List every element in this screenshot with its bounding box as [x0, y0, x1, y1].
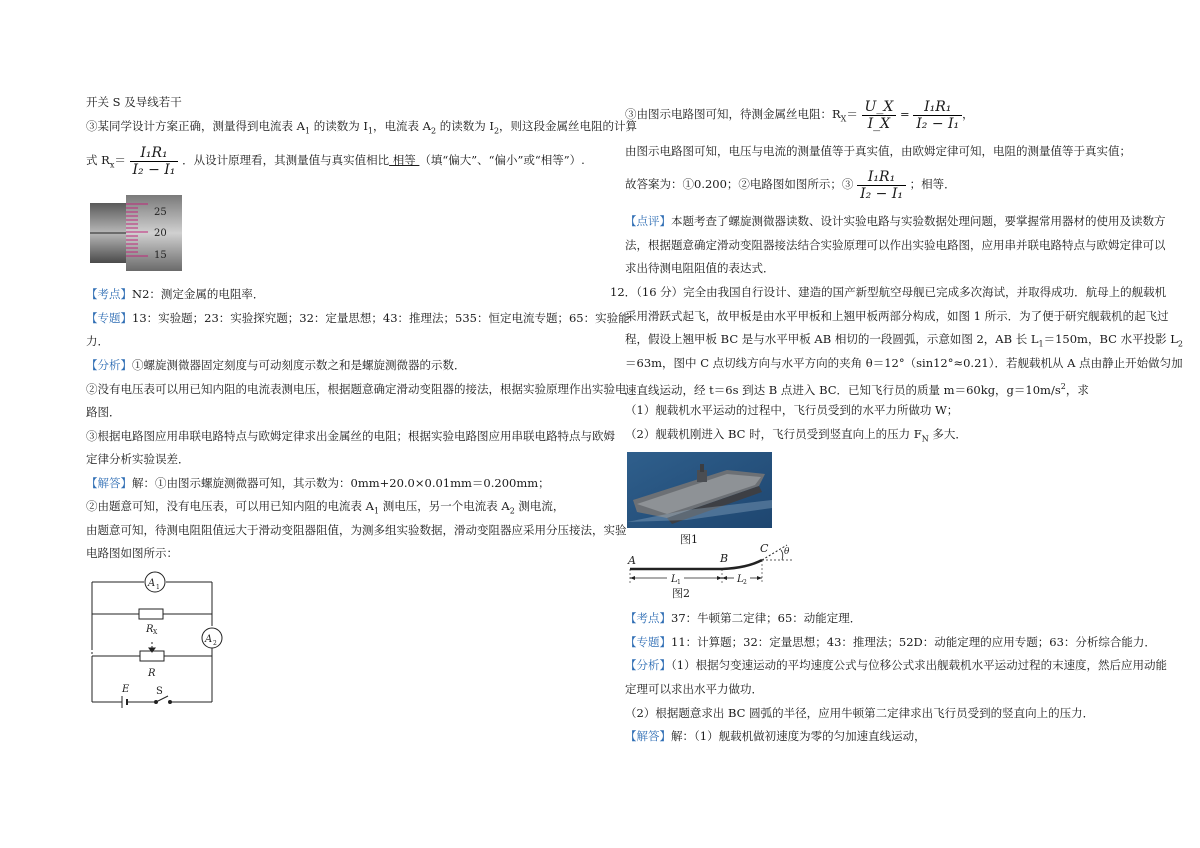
text-line: 速直线运动，经 t＝6s 到达 B 点进入 BC．已知飞行员的质量 m＝60kg，$g=10m/s^2$，求: [625, 382, 1089, 397]
carrier-photo: [627, 452, 772, 528]
resistor-rx-label: R: [146, 624, 154, 635]
text-line: 由图示电路图可知，电压与电流的测量值等于真实值，由欧姆定律可知，电阻的测量值等于真实值；: [625, 144, 1131, 158]
point-b-label: B: [720, 552, 729, 565]
figure-1-caption: 图1: [680, 533, 698, 546]
text-line: 法，根据题意确定滑动变阻器接法结合实验原理可以作出实验电路图，应用串并联电路特点与欧姆定律可以: [625, 238, 1166, 252]
kaodian: 【考点】N2：测定金属的电阻率．: [86, 287, 265, 301]
l1-label: L: [671, 574, 678, 585]
text-line: 力．: [86, 334, 109, 348]
switch-label: S: [156, 686, 163, 697]
subscript: 1: [677, 579, 681, 586]
battery-label: E: [122, 684, 130, 695]
text-line: ②没有电压表可以用已知内阻的电流表测电压，根据题意确定滑动变阻器的接法，根据实验原理作出实验电: [86, 382, 627, 396]
tick-label: 25: [154, 207, 167, 218]
point-a-label: A: [628, 554, 636, 567]
kaodian: 【考点】37：牛顿第二定律；65：动能定理．: [625, 611, 862, 625]
subscript: X: [153, 629, 158, 636]
theta-label: θ: [784, 547, 790, 557]
text-line: ＝63m，图中 C 点切线方向与水平方向的夹角 θ＝12°（sin12°≈0.21）．若舰载机从 A 点由静止开始做匀加: [625, 356, 1183, 370]
zhuanti: 【专题】13：实验题；23：实验探究题；32：定量思想；43：推理法；535：恒定电流专题；65：实验能: [86, 311, 630, 325]
text-line: ③某同学设计方案正确，测量得到电流表 $A_1$ 的读数为 $I_1$，电流表 $A_2$ 的读数为 $I_2$，则这段金属丝电阻的计算: [86, 119, 638, 136]
text-line: 定理可以求出水平力做功．: [625, 682, 763, 696]
text-line: 求出待测电阻阻值的表达式．: [625, 261, 775, 275]
tick-label: 20: [154, 228, 167, 239]
figure-2-caption: 图2: [672, 587, 690, 600]
u-over-i-fraction: $\frac{U\_X}{I\_X}$: [862, 99, 897, 132]
text-line: 采用滑跃式起飞，故甲板是由水平甲板和上翘甲板两部分构成，如图 1 所示．为了便于研究舰载机的起飞过: [625, 309, 1169, 323]
answer-fraction: $\frac{\text{I₁R₁}}{\text{I₂ − I₁}}$: [857, 169, 906, 202]
subscript: 2: [743, 579, 747, 586]
resistance-fraction: $\frac{\text{I₁R₁}}{\text{I₂ − I₁}}$: [913, 99, 962, 132]
l2-label: L: [737, 574, 744, 585]
text-line: 定律分析实验误差．: [86, 452, 190, 466]
text-line: 开关 S 及导线若干: [86, 95, 182, 109]
ammeter-a2-label: A: [205, 634, 213, 645]
resistance-fraction: $\frac{\text{I₁R₁}}{\text{I₂ − I₁}}$: [130, 145, 179, 178]
formula-line: 式 $R_x=$ $\frac{\text{I₁R₁}}{\text{I₂ − I₁}}$ ．从设计原理看，其测量值与真实值相比 相等 （填“偏大”、“偏小”或“相等”）.: [86, 144, 585, 178]
text-line: 由题意可知，待测电阻阻值远大于滑动变阻器阻值，为测多组实验数据，滑动变阻器应采用分压接法，实验: [86, 523, 627, 537]
subscript: 1: [156, 584, 160, 591]
text-line: 程，假设上翘甲板 BC 是与水平甲板 AB 相切的一段圆弧，示意如图 2，AB 长 $L_1=150m$，BC 水平投影 $L_2$: [625, 332, 1183, 349]
circuit-diagram: [84, 568, 234, 718]
jieda: 【解答】解：①由图示螺旋测微器可知，其示数为：0mm+20.0×0.01mm＝0.200mm；: [86, 476, 550, 490]
zhuanti: 【专题】11：计算题；32：定量思想；43：推理法；52D：动能定理的应用专题；63：分析综合能力．: [625, 635, 1156, 649]
text-line: （1）舰载机水平运动的过程中，飞行员受到的水平力所做功 W；: [625, 403, 959, 417]
subscript: 2: [213, 640, 217, 647]
text-line: （2）舰载机刚进入 BC 时，飞行员受到竖直向上的压力 $F_N$ 多大．: [625, 427, 967, 444]
text-line: （2）根据题意求出 BC 圆弧的半径，应用牛顿第二定律求出飞行员受到的竖直向上的压力．: [625, 706, 1095, 720]
fenxi: 【分析】（1）根据匀变速运动的平均速度公式与位移公式求出舰载机水平运动过程的末速度，然后应用动能: [625, 658, 1168, 672]
rheostat-label: R: [148, 668, 156, 679]
tick-label: 15: [154, 250, 167, 261]
formula-line: ③由图示电路图可知，待测金属丝电阻：$R_X=$ $\frac{U\_X}{I\_X}$ = $\frac{\text{I₁R₁}}{\text{I₂ − I₁}}$ ，: [625, 98, 974, 132]
text-line: 电路图如图所示：: [86, 546, 178, 560]
deck-diagram: [622, 540, 802, 590]
ammeter-a1-label: A: [148, 578, 156, 589]
text-line: 路图．: [86, 405, 121, 419]
micrometer-image: [90, 195, 182, 271]
jieda: 【解答】解：（1）舰载机做初速度为零的匀加速直线运动，: [625, 729, 926, 743]
dianping: 【点评】本题考查了螺旋测微器读数、设计实验电路与实验数据处理问题，要掌握常用器材的使用及读数方: [625, 214, 1166, 228]
question-12: 12．（16 分）完全由我国自行设计、建造的国产新型航空母舰已完成多次海试，并取得成功．航母上的舰载机: [610, 285, 1167, 299]
fenxi: 【分析】①螺旋测微器固定刻度与可动刻度示数之和是螺旋测微器的示数．: [86, 358, 466, 372]
answer-line: 故答案为：①0.200；②电路图如图所示；③ $\frac{\text{I₁R₁}}{\text{I₂ − I₁}}$ ；相等．: [625, 168, 956, 202]
text-line: ②由题意可知，没有电压表，可以用已知内阻的电流表 $A_1$ 测电压，另一个电流表 $A_2$ 测电流，: [86, 499, 565, 516]
text-line: ③根据电路图应用串联电路特点与欧姆定律求出金属丝的电阻；根据实验电路图应用串联电路特点与欧姆: [86, 429, 615, 443]
point-c-label: C: [760, 542, 769, 555]
